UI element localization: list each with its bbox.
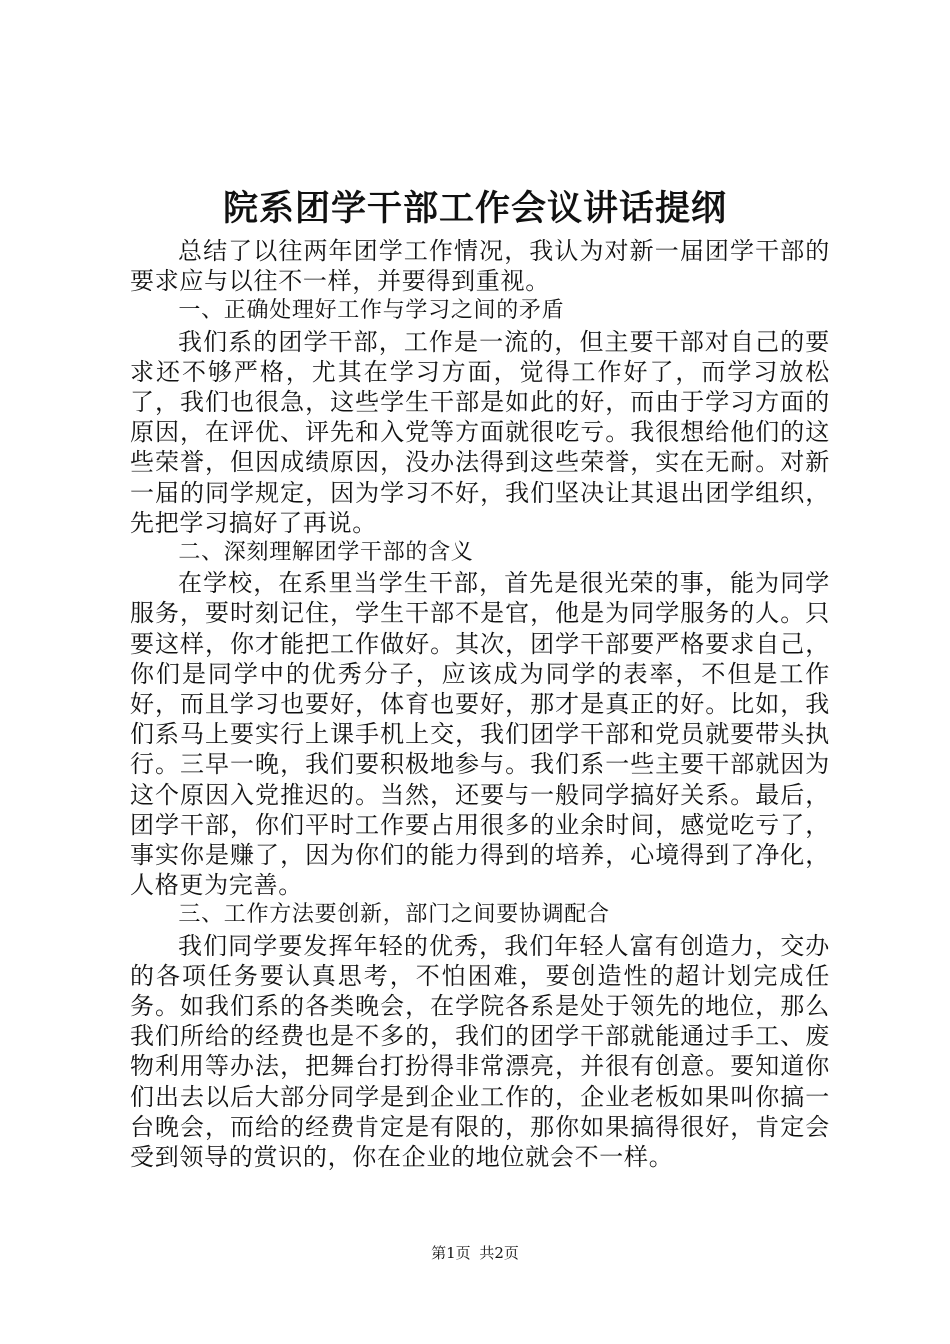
section-heading-3: 三、工作方法要创新，部门之间要协调配合 bbox=[178, 902, 610, 928]
document-title: 院系团学干部工作会议讲话提纲 bbox=[222, 188, 727, 229]
section-body-2: 在学校，在系里当学生干部，首先是很光荣的事，能为同学服务，要时刻记住，学生干部不是官，他是为同学服务的人。只要这样，你才能把工作做好。其次，团学干部要严格要求自己，你们是同学中的优秀分子，应该成为同学的表率，不但是工作好，而且学习也要好，体育也要好，那才是真正的好。比如，我们系马上要实行上课手机上交，我们团学干部和党员就要带头执行。三早一晚，我们要积极地参与。我们系一些主要干部就因为这个原因入党推迟的。当然，还要与一般同学搞好关系。最后，团学干部，你们平时工作要占用很多的业余时间，感觉吃亏了，事实你是赚了，因为你们的能力得到的培养，心境得到了净化，人格更为完善。 bbox=[130, 569, 830, 900]
page-number-current: 第1页 bbox=[431, 1244, 471, 1262]
section-heading-2: 二、深刻理解团学干部的含义 bbox=[178, 540, 474, 566]
section-heading-1: 一、正确处理好工作与学习之间的矛盾 bbox=[178, 298, 565, 324]
document-body bbox=[130, 236, 830, 1172]
page-number-total: 共2页 bbox=[479, 1244, 519, 1262]
section-body-3: 我们同学要发挥年轻的优秀，我们年轻人富有创造力，交办的各项任务要认真思考，不怕困难，要创造性的超计划完成任务。如我们系的各类晚会，在学院各系是处于领先的地位，那么我们所给的经费也是不多的，我们的团学干部就能通过手工、废物利用等办法，把舞台打扮得非常漂亮，并很有创意。要知道你们出去以后大部分同学是到企业工作的，企业老板如果叫你搞一台晚会，而给的经费肯定是有限的，那你如果搞得很好，肯定会受到领导的赏识的，你在企业的地位就会不一样。 bbox=[130, 931, 830, 1172]
section-body-1: 我们系的团学干部，工作是一流的，但主要干部对自己的要求还不够严格，尤其在学习方面，觉得工作好了，而学习放松了，我们也很急，这些学生干部是如此的好，而由于学习方面的原因，在评优、评先和入党等方面就很吃亏。我很想给他们的这些荣誉，但因成绩原因，没办法得到这些荣誉，实在无耐。对新一届的同学规定，因为学习不好，我们坚决让其退出团学组织，先把学习搞好了再说。 bbox=[130, 327, 830, 537]
intro-paragraph: 总结了以往两年团学工作情况，我认为对新一届团学干部的要求应与以往不一样，并要得到重视。 bbox=[130, 237, 830, 296]
page-footer bbox=[0, 1243, 950, 1263]
